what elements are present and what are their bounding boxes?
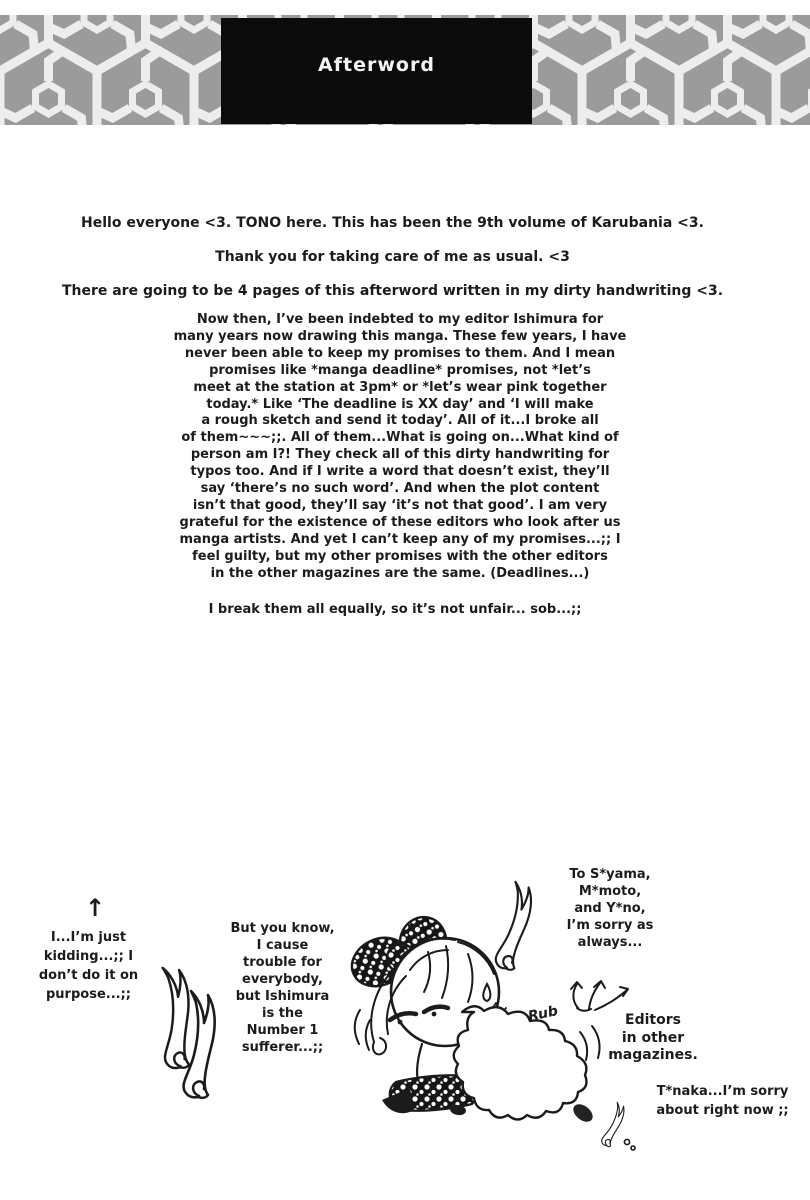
paragraph-line: promises like *manga deadline* promises, not *let’s bbox=[209, 362, 591, 378]
paragraph-line: Now then, I’ve been indebted to my editor Ishimura for bbox=[196, 312, 604, 327]
main-paragraph bbox=[0, 312, 800, 583]
direction-arrows-icon bbox=[565, 972, 635, 1012]
paragraph-line: never been able to keep my promises to them. And I mean bbox=[184, 345, 616, 361]
paragraph-line: grateful for the existence of these editors who look after us bbox=[179, 514, 621, 530]
small-wisp-icon bbox=[600, 1101, 635, 1150]
intro-line-1: Hello everyone <3. TONO here. This has been the 9th volume of Karubania <3. bbox=[81, 215, 704, 231]
paragraph-line: many years now drawing this manga. These few years, I have bbox=[173, 328, 627, 344]
paragraph-line: manga artists. And yet I can’t keep any of my promises...;; I bbox=[179, 531, 621, 547]
flame-wisp-icon bbox=[494, 881, 534, 972]
page-title: Afterword bbox=[318, 54, 435, 76]
paragraph-line: today.* Like ‘The deadline is XX day’ and ‘I will make bbox=[206, 396, 594, 412]
rub-label: Rub bbox=[526, 1003, 560, 1025]
editors-note: Editors in other magazines. bbox=[608, 1012, 698, 1063]
intro-line-2: Thank you for taking care of me as usual. <3 bbox=[215, 249, 570, 265]
up-arrow-icon: ↑ bbox=[84, 894, 106, 922]
intro-line-3: There are going to be 4 pages of this afterword written in my dirty handwriting <3. bbox=[61, 283, 724, 299]
paragraph-line: isn’t that good, they’ll say ‘it’s not that good’. I am very bbox=[192, 497, 608, 513]
tanaka-note: T*naka...I’m sorry about right now ;; bbox=[656, 1084, 789, 1118]
paragraph-line: feel guilty, but my other promises with the other editors bbox=[192, 548, 608, 564]
afterword-title-box bbox=[221, 18, 532, 124]
paragraph-line: say ‘there’s no such word’. And when the plot content bbox=[200, 481, 600, 497]
paragraph-line: in the other magazines are the same. (Deadlines...) bbox=[210, 565, 590, 581]
apology-note: To S*yama, M*moto, and Y*no, I’m sorry as always... bbox=[566, 867, 654, 950]
paragraph-line: a rough sketch and send it today’. All of it...I broke all bbox=[201, 413, 599, 429]
left-note: I...I’m just kidding...;; I don’t do it on purpose...;; bbox=[38, 930, 139, 1002]
closing-line: I break them all equally, so it’s not unfair... sob...;; bbox=[208, 602, 582, 617]
center-note: But you know, I cause trouble for everybody, but Ishimura is the Number 1 sufferer...;; bbox=[230, 921, 335, 1055]
paragraph-line: person am I?! They check all of this dirty handwriting for bbox=[190, 447, 610, 463]
paragraph-line: typos too. And if I write a word that doesn’t exist, they’ll bbox=[190, 464, 610, 480]
paragraph-line: of them~~~;;. All of them...What is going on...What kind of bbox=[181, 430, 619, 446]
paragraph-line: meet at the station at 3pm* or *let’s wear pink together bbox=[193, 379, 607, 395]
